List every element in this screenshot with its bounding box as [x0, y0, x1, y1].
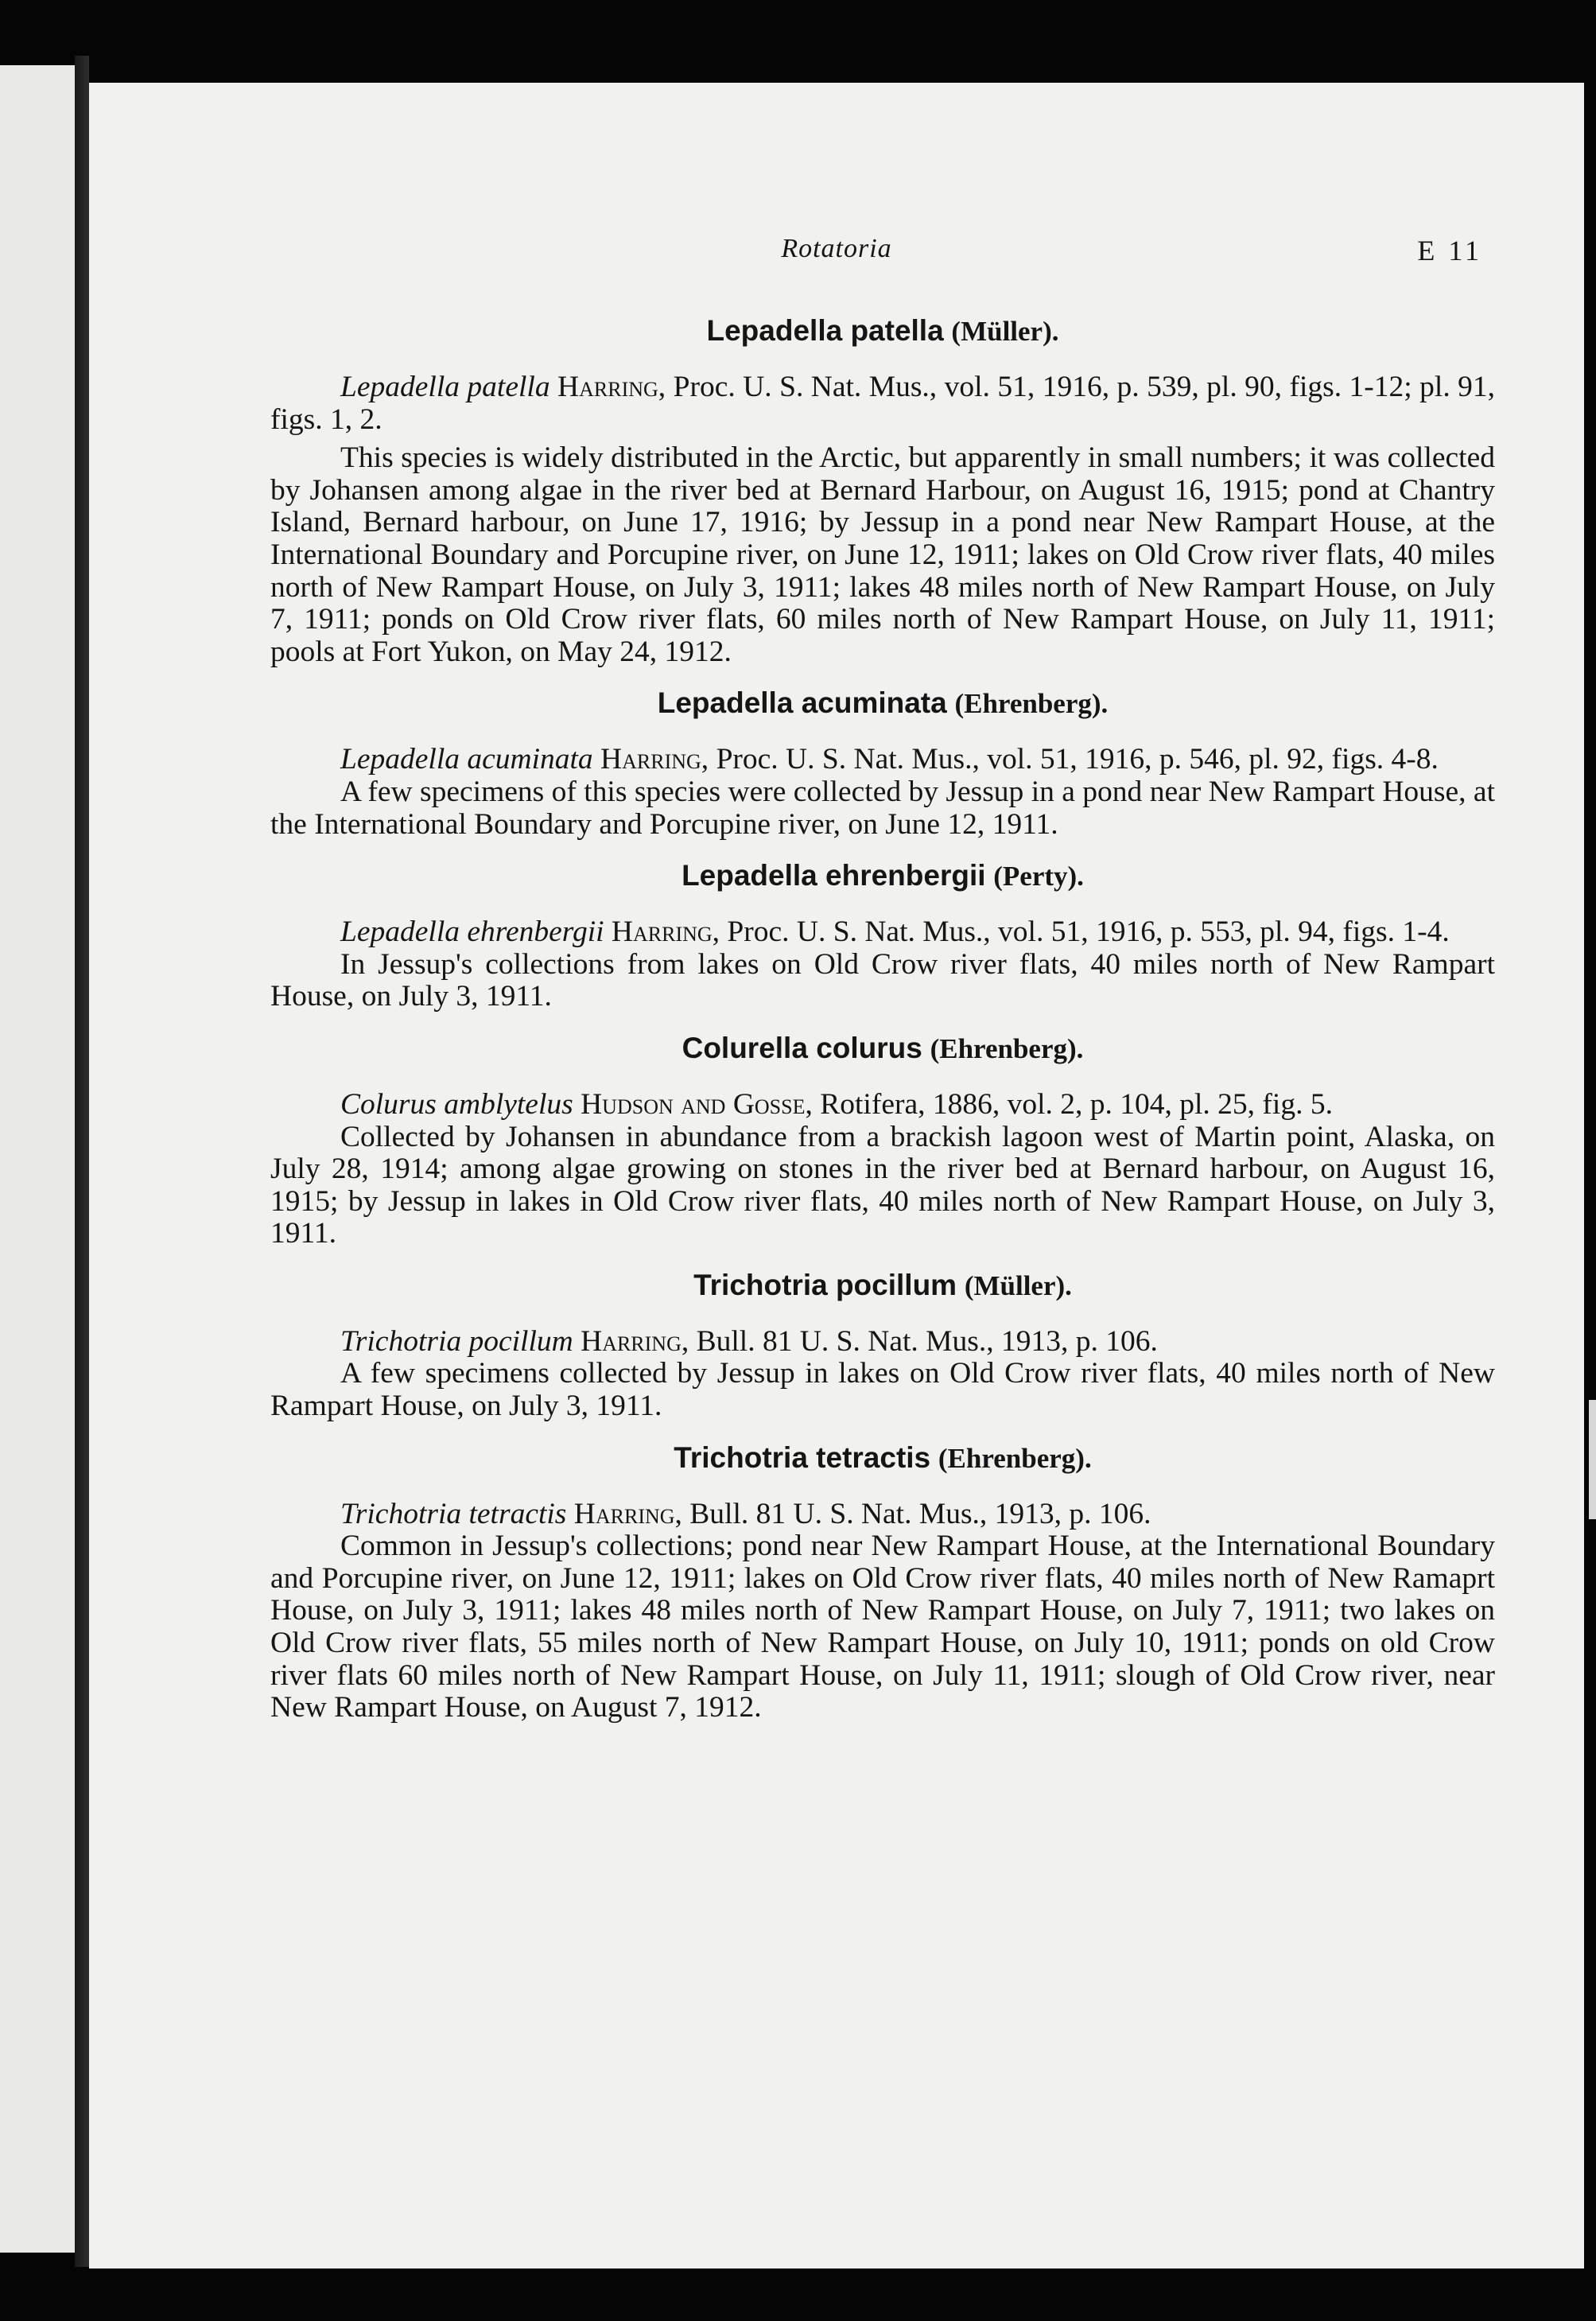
running-header [89, 234, 1584, 282]
species-entry [270, 668, 1495, 841]
species-heading [270, 1250, 1495, 1326]
page-edge-mark [1589, 1400, 1596, 1519]
species-entry [270, 841, 1495, 1013]
reference-citation: Bull. 81 U. S. Nat. Mus., 1913, p. 106. [696, 1324, 1158, 1358]
species-name: Trichotria tetractis [674, 1440, 931, 1474]
synonym-name: Trichotria pocillum [340, 1324, 573, 1358]
species-author: (Müller). [951, 316, 1059, 347]
synonym-name: Trichotria tetractis [340, 1497, 567, 1530]
species-entry [270, 296, 1495, 668]
reference-author: Harring, [573, 1497, 682, 1530]
reference-citation: Rotifera, 1886, vol. 2, p. 104, pl. 25, fig. 5. [820, 1087, 1333, 1121]
species-author: (Ehrenberg). [930, 1032, 1084, 1064]
reference-author: Hudson and Gosse, [581, 1087, 813, 1121]
synonym-name: Colurus amblytelus [340, 1087, 573, 1121]
reference-author: Harring, [581, 1324, 689, 1358]
distribution-note: A few specimens of this species were collected by Jessup in a pond near New Rampart House, at the International Boundary and Porcupine river, on June 12, 1911. [270, 775, 1495, 841]
synonymy-reference [270, 1089, 1495, 1122]
synonym-name: Lepadella patella [340, 371, 550, 403]
distribution-note: Collected by Johansen in abundance from a brackish lagoon west of Martin point, Alaska, on July 28, 1914; among algae growing on stones in the river bed at Bernard harbour, on August 16, 1915; by Jessup in lakes in Old Crow river flats, 40 miles north of New Rampart House, on July 3, 1911. [270, 1120, 1495, 1250]
distribution-note: Common in Jessup's collections; pond near New Rampart House, at the International Boundary and Porcupine river, on June 12, 1911; lakes on Old Crow river flats, 40 miles north of New Ramaprt House, on July 3, 1911; lakes 48 miles north of New Rampart House, on July 7, 1911; two lakes on Old Crow river flats, 55 miles north of New Rampart House, on July 10, 1911; ponds on old Crow river flats 60 miles north of New Rampart House, on July 11, 1911; slough of Old Crow river, near New Rampart House, on August 7, 1912. [270, 1530, 1495, 1724]
species-entry [270, 1423, 1495, 1724]
distribution-note: This species is widely distributed in the Arctic, but apparently in small numbers; it was collected by Johansen among algae in the river bed at Bernard Harbour, on August 16, 1915; pond at Chantry Island, Bernard harbour, on June 17, 1916; by Jessup in a pond near New Rampart House, at the International Boundary and Porcupine river, on June 12, 1911; lakes on Old Crow river flats, 40 miles north of New Rampart House, on July 3, 1911; lakes 48 miles north of New Rampart House, on July 7, 1911; ponds on Old Crow river flats, 60 miles north of New Rampart House, on July 11, 1911; pools at Fort Yukon, on May 24, 1912. [270, 441, 1495, 668]
reference-author: Harring, [600, 743, 709, 776]
page-gutter [75, 56, 89, 2267]
document-page [89, 83, 1584, 2269]
facing-page-edge [0, 65, 75, 2253]
species-author: (Perty). [993, 861, 1084, 892]
species-author: (Ehrenberg). [954, 688, 1109, 720]
species-name: Lepadella acuminata [657, 686, 947, 720]
synonym-name: Lepadella acuminata [340, 743, 593, 776]
synonymy-reference [270, 916, 1495, 949]
reference-citation: Proc. U. S. Nat. Mus., vol. 51, 1916, p. 546, pl. 92, figs. 4-8. [716, 743, 1439, 776]
species-author: (Ehrenberg). [938, 1442, 1092, 1474]
species-heading [270, 841, 1495, 916]
species-heading [270, 1423, 1495, 1499]
species-entry [270, 1013, 1495, 1250]
species-name: Lepadella patella [706, 314, 944, 347]
species-heading [270, 668, 1495, 744]
species-name: Lepadella ehrenbergii [682, 859, 986, 892]
synonymy-reference [270, 1326, 1495, 1359]
running-title: Rotatoria [781, 234, 892, 263]
reference-citation: Bull. 81 U. S. Nat. Mus., 1913, p. 106. [689, 1497, 1151, 1530]
species-name: Trichotria pocillum [693, 1268, 957, 1301]
synonymy-reference [270, 371, 1495, 436]
species-heading [270, 296, 1495, 371]
reference-citation: Proc. U. S. Nat. Mus., vol. 51, 1916, p. 553, pl. 94, figs. 1-4. [727, 916, 1450, 949]
synonymy-reference [270, 744, 1495, 776]
species-name: Colurella colurus [682, 1031, 922, 1064]
synonym-name: Lepadella ehrenbergii [340, 916, 604, 949]
species-entry [270, 1250, 1495, 1423]
distribution-note: A few specimens collected by Jessup in lakes on Old Crow river flats, 40 miles north of New Rampart House, on July 3, 1911. [270, 1357, 1495, 1423]
distribution-note: In Jessup's collections from lakes on Old Crow river flats, 40 miles north of New Rampart House, on July 3, 1911. [270, 947, 1495, 1013]
species-author: (Müller). [964, 1269, 1072, 1301]
reference-author: Harring, [611, 916, 720, 949]
page-number: E 11 [1417, 235, 1482, 266]
reference-author: Harring, [557, 371, 666, 403]
reference-citation: Proc. U. S. Nat. Mus., vol. 51, 1916, p. 539, pl. 90, figs. 1-12; pl. 91, figs. 1, 2. [270, 371, 1496, 436]
species-heading [270, 1013, 1495, 1089]
synonymy-reference [270, 1499, 1495, 1531]
page-body [270, 296, 1495, 1724]
